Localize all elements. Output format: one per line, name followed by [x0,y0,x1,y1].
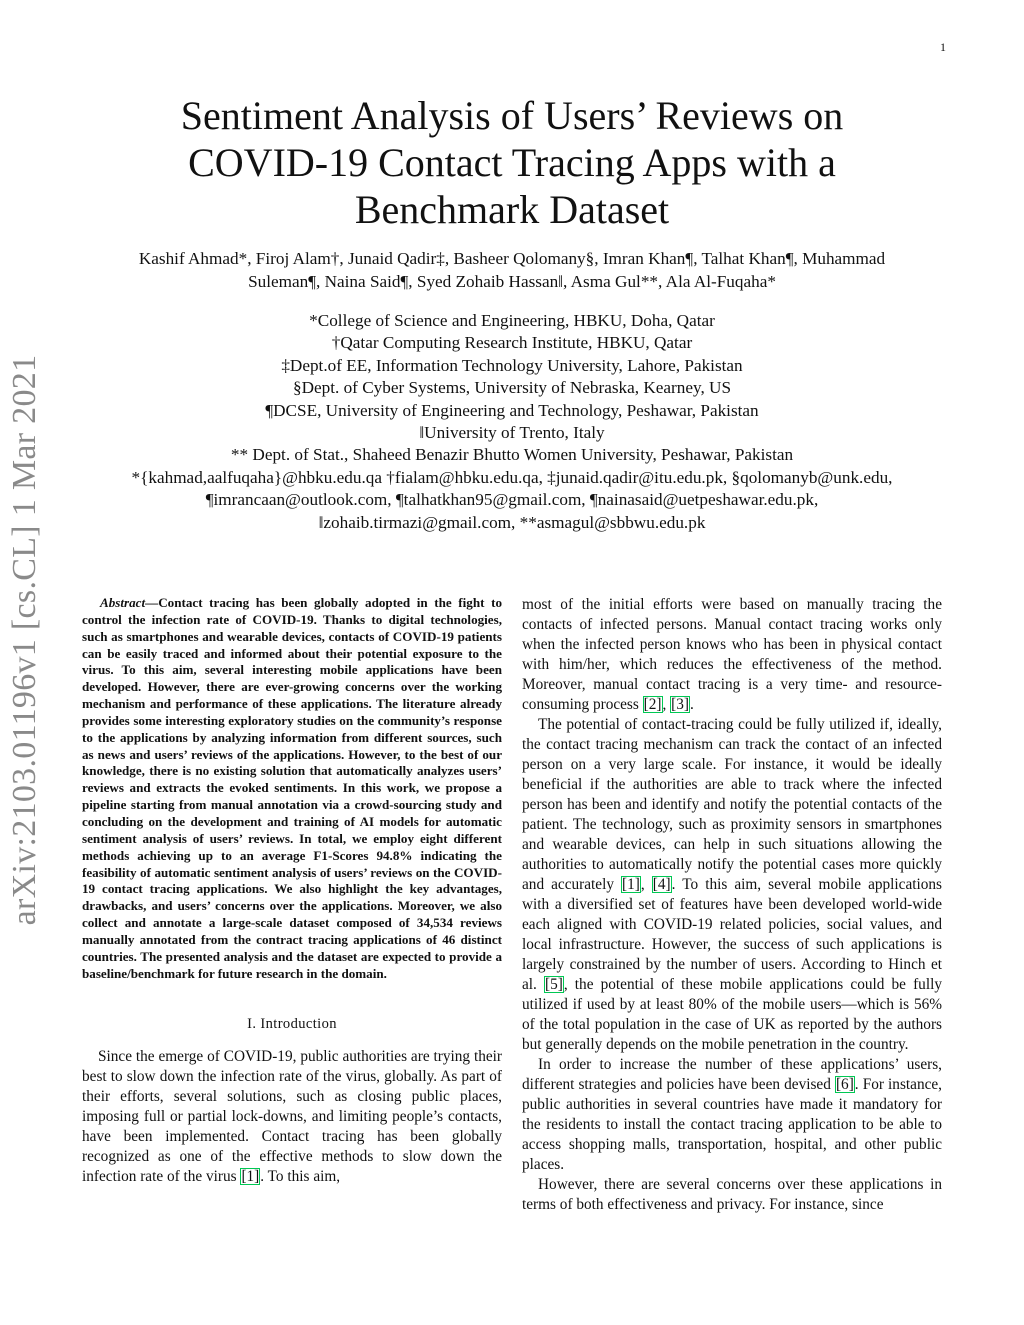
author-list [84,247,940,293]
affiliation-line: §Dept. of Cyber Systems, University of Nebraska, Kearney, US [292,378,732,398]
paragraph-text: In order to increase the number of these applications’ users, different strategies and policies have been devised [522,1056,942,1093]
author-line: Suleman¶, Naina Said¶, Syed Zohaib Hassan‖, Asma Gul**, Ala Al-Fuqaha* [248,272,776,291]
paragraph-text: . [690,696,694,713]
intro-paragraph [522,715,942,1055]
page-number: 1 [940,40,946,54]
intro-paragraph [82,1047,502,1187]
citation-link[interactable]: [5] [545,976,563,993]
affiliation-line: ** Dept. of Stat., Shaheed Benazir Bhutto Women University, Peshawar, Pakistan [230,445,794,465]
title-line: Sentiment Analysis of Users’ Reviews on [180,93,844,138]
paragraph-text: , the potential of these mobile applications could be fully utilized if used by at least 80% of the mobile users—which is 56% of the total population in the case of UK as reported by the authors but generally depends on the mobile penetration in the country. [522,976,942,1053]
citation-link[interactable]: [1] [622,876,640,893]
affiliation-line: *College of Science and Engineering, HBKU, Doha, Qatar [309,311,715,330]
left-column [82,595,502,1187]
paragraph-text: . For instance, public authorities in several countries have made it mandatory for the residents to install the contact tracing application to be able to access shopping malls, transportation, hospital, and other public places. [522,1076,943,1173]
intro-paragraph: However, there are several concerns over these applications in terms of both effectiveness and privacy. For instance, since [522,1176,942,1213]
citation-link[interactable]: [1] [241,1168,260,1186]
affiliation-list [84,310,940,534]
paragraph-text: Since the emerge of COVID-19, public authorities are trying their best to slow down the infection rate of the virus, globally. As part of their efforts, several solutions, such as closing public places, imposing full or partial lock-downs, and limiting people’s contacts, have been implemented. Contact tracing has been globally recognized as one of the effective methods to slow down the infection rate of the virus [82,1048,502,1186]
paragraph-text: . To this aim, [260,1168,341,1186]
author-line: Kashif Ahmad*, Firoj Alam†, Junaid Qadir‡, Basheer Qolomany§, Imran Khan¶, Talhat Khan¶, Muhammad [138,249,886,268]
email-line: ‖zohaib.tirmazi@gmail.com, **asmagul@sbbwu.edu.pk [318,512,706,532]
affiliation-line: ‖University of Trento, Italy [419,423,605,443]
affiliation-line: †Qatar Computing Research Institute, HBKU, Qatar [331,333,693,353]
intro-paragraph [522,595,942,715]
affiliation-line: ‡Dept.of EE, Information Technology University, Lahore, Pakistan [281,355,743,375]
citation-link[interactable]: [3] [671,696,690,713]
title-line: Benchmark Dataset [354,187,670,232]
abstract-text: —Contact tracing has been globally adopted in the fight to control the infection rate of COVID-19. Thanks to digital technologies, such as smartphones and wearable devices, contacts of COVID-19 patients can be easily traced and informed about their potential exposure to the virus. To this aim, several interesting mobile applications have been developed. However, there are ever-growing concerns over the working mechanism and performance of these applications. The literature already provides some interesting exploratory studies on the community’s response to the applications by analyzing information from different sources, such as news and users’ reviews of the applications. However, to the best of our knowledge, there is no existing solution that automatically analyzes users’ reviews and extracts the evoked sentiments. In this work, we propose a pipeline starting from manual annotation via a crowd-sourcing study and concluding on the development and training of AI models for automatic sentiment analysis of users’ reviews. In total, we employ eight different methods achieving up to an average F1-Scores 94.8% indicating the feasibility of automatic sentiment analysis of users’ reviews on the COVID-19 contact tracing applications. We also highlight the key advantages, drawbacks, and users’ concerns over the applications. Moreover, we also collect and annotate a large-scale dataset composed of 34,534 reviews manually annotated from the contract tracing applications of 46 distinct countries. The presented analysis and the dataset are expected to provide a baseline/benchmark for future research in the domain. [82,595,502,981]
section-heading-introduction: I. Introduction [247,1016,337,1033]
email-line: ¶imrancaan@outlook.com, ¶talhatkhan95@gmail.com, ¶nainasaid@uetpeshawar.edu.pk, [205,490,819,510]
abstract-label: Abstract [100,595,146,610]
citation-link[interactable]: [6] [835,1076,854,1093]
paragraph-text: , [662,696,671,713]
email-line: *{kahmad,aalfuqaha}@hbku.edu.qa †fialam@hbku.edu.qa, ‡junaid.qadir@itu.edu.pk, §qolomanyb@unk.edu, [131,467,893,487]
citation-link[interactable]: [2] [643,696,662,713]
paragraph-text: . To this aim, several mobile applications with a diversified set of features have been developed world-wide each aligned with COVID-19 related policies, social values, and local infrastructure. However, the success of such applications is largely constrained by the number of users. According to Hinch et al. [522,876,943,993]
right-column [522,595,942,1215]
title-line: COVID-19 Contact Tracing Apps with a [188,140,836,185]
abstract [82,595,502,982]
arxiv-identifier-stamp: arXiv:2103.01196v1 [cs.CL] 1 Mar 2021 [6,354,43,926]
paragraph-text: most of the initial efforts were based on manually tracing the contacts of infected persons. Manual contact tracing works only when the infected person knows who has been in physical contact with him/her, which reduces the effectiveness of the method. Moreover, manual contact tracing is a very time- and resource-consuming process [522,596,942,713]
paper-title [84,92,940,233]
affiliation-line: ¶DCSE, University of Engineering and Technology, Peshawar, Pakistan [265,400,759,420]
paper-header [84,92,940,534]
paragraph-text: The potential of contact-tracing could be fully utilized if, ideally, the contact tracing mechanism can track the contact of an infected person on a very large scale. For instance, it would be ideally beneficial if the authorities are able to track where the infected person has been and identify and notify the potential contacts of the patient. The technology, such as proximity sensors in smartphones and wearable devices, can help in such situations allowing the authorities to automatically notify the potential cases more quickly and accurately [522,716,942,893]
citation-link[interactable]: [4] [652,876,671,893]
paragraph-text: , [640,876,652,893]
intro-paragraph [522,1055,942,1175]
